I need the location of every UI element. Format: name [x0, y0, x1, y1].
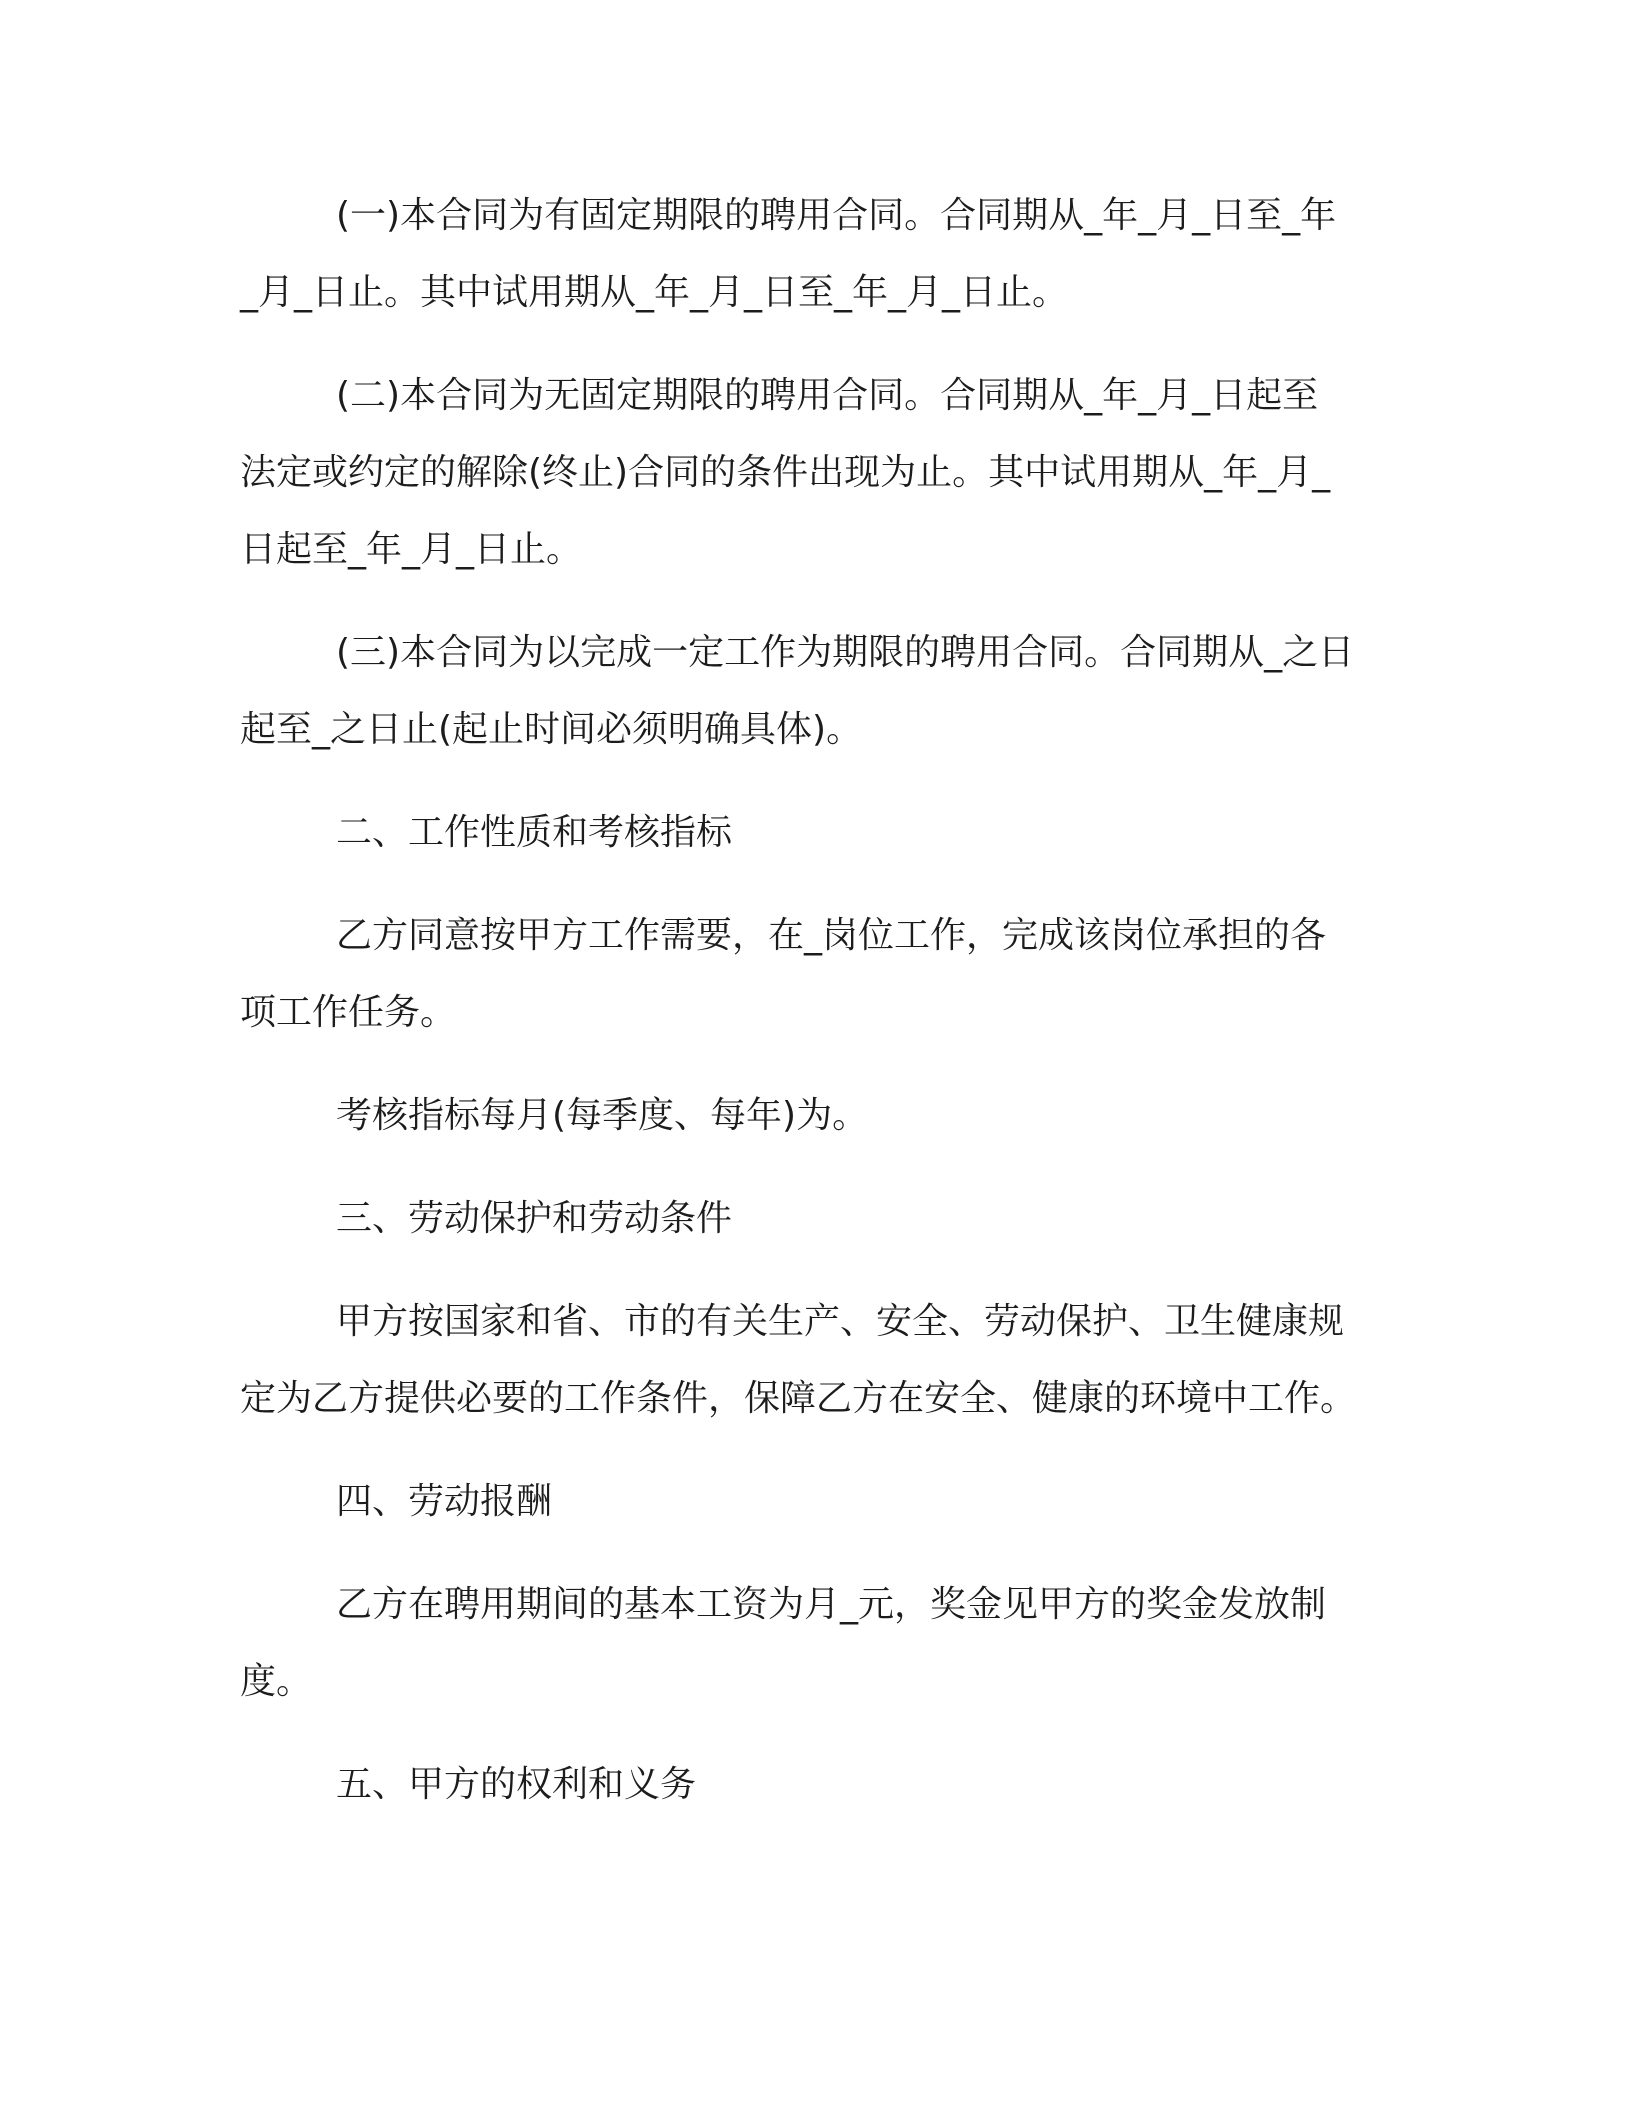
text-line: 起至_之日止(起止时间必须明确具体)。 — [240, 709, 863, 750]
labor-protection-paragraph — [240, 1283, 1632, 1437]
section-heading-labor-protection — [240, 1180, 1632, 1257]
section-heading-party-a-rights — [240, 1746, 1632, 1823]
clause-task-based-term — [240, 614, 1632, 768]
party-a-rights-section — [240, 1746, 1632, 1823]
work-nature-section — [240, 794, 1632, 1154]
text-line: 考核指标每月(每季度、每年)为。 — [336, 1095, 869, 1136]
text-line: 乙方同意按甲方工作需要，在_岗位工作，完成该岗位承担的各 — [336, 915, 1327, 956]
text-line: (三)本合同为以完成一定工作为期限的聘用合同。合同期从_之日 — [336, 632, 1355, 673]
heading-text: 五、甲方的权利和义务 — [336, 1764, 697, 1805]
clause-open-ended-term — [240, 357, 1632, 588]
text-line: (二)本合同为无固定期限的聘用合同。合同期从_年_月_日起至 — [336, 375, 1319, 416]
remuneration-section — [240, 1463, 1632, 1720]
clause-fixed-term — [240, 177, 1632, 331]
heading-text: 二、工作性质和考核指标 — [336, 812, 733, 853]
text-line: 度。 — [240, 1661, 313, 1702]
text-line: 甲方按国家和省、市的有关生产、安全、劳动保护、卫生健康规 — [336, 1301, 1345, 1342]
labor-protection-section — [240, 1180, 1632, 1437]
text-line: 日起至_年_月_日止。 — [240, 529, 583, 570]
text-line: _月_日止。其中试用期从_年_月_日至_年_月_日止。 — [240, 272, 1069, 313]
text-line: 法定或约定的解除(终止)合同的条件出现为止。其中试用期从_年_月_ — [240, 452, 1331, 493]
heading-text: 三、劳动保护和劳动条件 — [336, 1198, 733, 1239]
job-duty-paragraph — [240, 897, 1632, 1051]
salary-paragraph — [240, 1566, 1632, 1720]
heading-text: 四、劳动报酬 — [336, 1481, 553, 1522]
text-line: 项工作任务。 — [240, 992, 457, 1033]
text-line: 乙方在聘用期间的基本工资为月_元，奖金见甲方的奖金发放制 — [336, 1584, 1327, 1625]
assessment-paragraph — [240, 1077, 1632, 1154]
section-heading-remuneration — [240, 1463, 1632, 1540]
text-line: 定为乙方提供必要的工作条件，保障乙方在安全、健康的环境中工作。 — [240, 1378, 1357, 1419]
contract-term-section — [240, 177, 1632, 768]
section-heading-work-nature — [240, 794, 1632, 871]
text-line: (一)本合同为有固定期限的聘用合同。合同期从_年_月_日至_年 — [336, 195, 1337, 236]
